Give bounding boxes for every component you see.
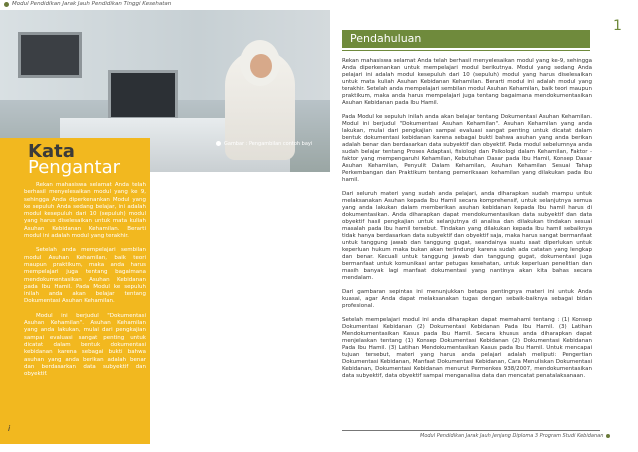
footer-text: Modul Pendidikan Jarak Jauh Jenjang Diploma 3 Program Studi Kebidanan	[420, 433, 604, 439]
bullet-icon	[4, 2, 9, 7]
intro-paragraph: Setelah anda mempelajari sembilan modul Asuhan Kehamilan, baik teori maupun praktikum, maka anda harus mempelajari juga tentang bagaimana mendokumentasikan Asuhan Kebidanan pada Ibu Hamil. Pada Modul ke sepuluh inilah anda akan belajar tentang Dokumentasi Asuhan Kehamilan.	[24, 247, 146, 305]
photo-caption-text: Gambar : Pengambilan contoh bayi	[224, 141, 313, 147]
panel-title-line1: Kata	[28, 141, 75, 162]
section-header	[342, 30, 590, 48]
panel-title-line2: Pengantar	[28, 157, 121, 178]
body-text	[342, 58, 592, 387]
body-paragraph: Rekan mahasiswa selamat Anda telah berhasil menyelesaikan modul yang ke-9, sehingga Anda diperkenankan untuk mempelajari modul berikutnya. Modul yang sedang Anda pelajari ini adalah modul kesepuluh dari 10 (sepuluh) modul yang harus diselesaikan untuk mata kuliah Asuhan Kebidanan Kehamilan. Berarti modul ini adalah modul yang terakhir. Setelah anda mempelajari sembilan modul Asuhan Kehamilan, baik teori maupun praktikum, maka anda harus mempelajari juga tentang bagaimana mendokumentasikan Asuhan Kebidanan pada Ibu Hamil.	[342, 58, 592, 106]
body-paragraph: Dari seluruh materi yang sudah anda pelajari, anda diharapkan sudah mampu untuk melaksanakan Asuhan kepada Ibu Hamil secara komprehensif, untuk selanjutnya semua yang anda lakukan dalam memberikan asuhan kebidanan kepada Ibu hamil harus di dokumentasikan. Anda diharapkan dapat mendokumentasikan data subyektif dan data obyektif hasil pengkajian untuk selanjutnya di analisa dan dilakukan tindakan sesuai masalah pada Ibu hamil tersebut. Tindakan yang dilakukan kepada Ibu hamil sebaiknya tidak hanya berdasarkan data subyektif dan obyektif saja, maka harus sangat bermanfaat untuk tanggung jawab dan tanggung gugat, seandainya suatu saat diperlukan untuk keperluan hukum maka bukan akan terlindungi karena sudah ada catatan yang lengkap dan benar. Kecuali untuk tanggung jawab dan tanggung gugat, dokumentasi juga bermanfaat untuk komunikasi antar petugas kesehatan, untuk keperluan penelitian dan masih banyak lagi manfaat dokumentasi yang nantinya akan kita bahas secara mendalam.	[342, 191, 592, 281]
body-paragraph: Pada Modul ke sepuluh inilah anda akan belajar tentang Dokumentasi Asuhan Kehamilan. Modul ini berjudul "Dokumentasi Asuhan Kehamilan". Asuhan Kehamilan yang anda lakukan, mulai dari pengkajian sampai evaluasi sangat penting untuk dicatat dalam bentuk dokumentasi kebidanan karena sebagai bukti bahwa asuhan yang anda berikan adalah benar dan berdasarkan data subyektif dan obyektif. Pada modul sebelumnya anda sudah belajar tentang Proses Adaptasi, fisiologi dan Psikologi dalam Kehamilan, Faktor - faktor yang mempengaruhi Kehamilan, Kebutuhan Dasar pada Ibu Hamil, Konsep Dasar Asuhan Kehamilan, Penyulit Dalam Kehamilan, Asuhan Kehamilan Sesuai Tahap Perkembangan dan Praktikum tentang pemeriksaan kehamilan yang dilakukan pada ibu hamil.	[342, 114, 592, 183]
section-title: Pendahuluan	[350, 32, 422, 45]
page-number-right: 1	[613, 18, 622, 34]
bullet-icon	[216, 141, 221, 146]
photo-caption	[216, 141, 312, 147]
body-paragraph: Dari gambaran sepintas ini menunjukkan betapa pentingnya materi ini untuk Anda kuasai, agar Anda dapat melaksanakan tugas dengan sebaik-baiknya sebagai bidan profesional.	[342, 289, 592, 309]
divider	[342, 50, 590, 51]
page-number-left: i	[8, 424, 11, 433]
bullet-icon	[606, 434, 610, 438]
running-header	[0, 0, 638, 9]
intro-paragraph: Modul ini berjudul "Dokumentasi Asuhan Kehamilan". Asuhan Kehamilan yang anda lakukan, mulai dari pengkajian sampai evaluasi sangat penting untuk dicatat dalam bentuk dokumentasi kebidanan karena sebagai bukti bahwa asuhan yang anda berikan adalah benar dan berdasarkan data subyektif dan obyektif.	[24, 312, 146, 378]
body-paragraph: Setelah mempelajari modul ini anda diharapkan dapat memahami tentang : (1) Konsep Dokumentasi Kebidanan (2) Dokumentasi Kebidanan Pada Ibu Hamil. (3) Latihan Mendokumentasikan Kasus pada Ibu Hamil. Secara khusus anda diharapkan dapat menjelaskan tentang (1) Konsep Dokumentasi Kebidanan (2) Dokumentasi Kebidanan Pada Ibu Hamil. (3) Latihan Mendokumentasikan Kasus pada Ibu Hamil. Untuk mencapai tujuan tersebut, materi yang harus anda pelajari adalah meliputi: Pengertian Dokumentasi Kebidanan, Manfaat Dokumentasi Kebidanan, Cara Menuliskan Dokumentasi Kebidanan, Dokumentasi Kebidanan menurut Permenkes 938/2007, mendokumentasikan data subyektif, data obyektif sampai menganalisa data dan mencatat penatalaksanaan.	[342, 317, 592, 379]
intro-text	[24, 182, 146, 385]
intro-paragraph: Rekan mahasiswa selamat Anda telah berhasil menyelesaikan modul yang ke 9, sehingga Anda diperkenankan Modul yang ke sepuluh Anda sedang belajar, ini adalah modul kesepuluh dari 10 (sepuluh) modul yang harus diselesaikan untuk mata kuliah Asuhan Kebidanan Kehamilan. Berarti modul ini adalah modul yang terakhir.	[24, 182, 146, 240]
divider	[342, 430, 600, 431]
running-title: Modul Pendidikan Jarak Jauh Pendidikan Tinggi Kesehatan	[12, 1, 172, 7]
running-footer	[420, 433, 610, 439]
